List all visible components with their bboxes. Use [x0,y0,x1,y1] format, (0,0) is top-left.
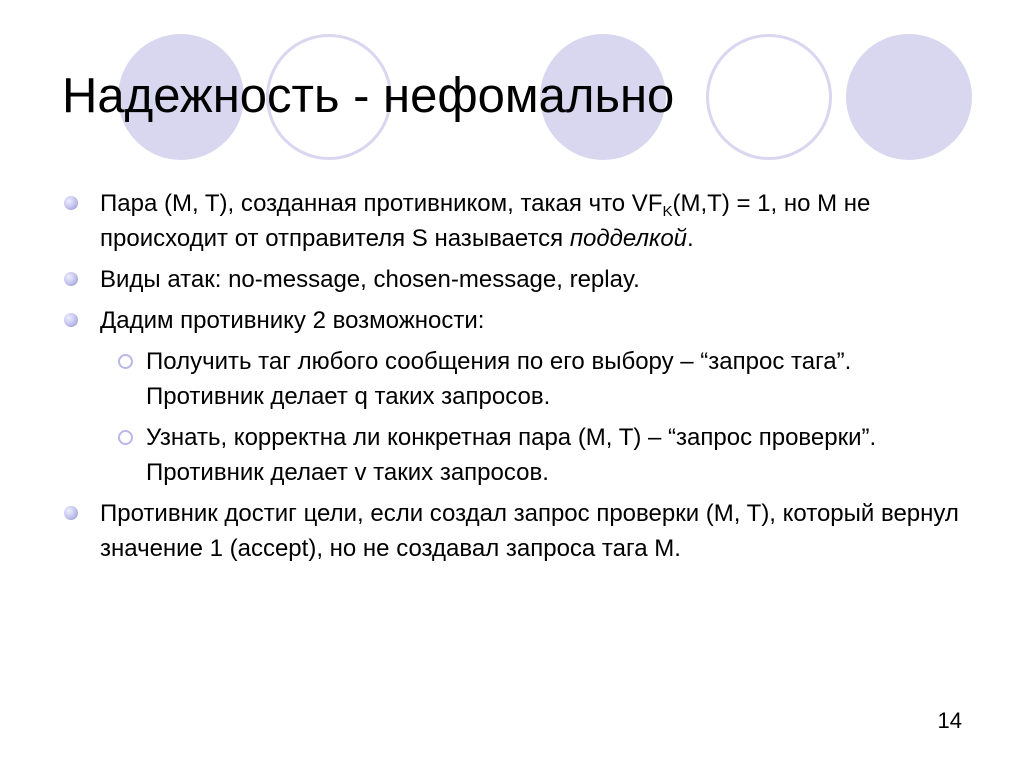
bullet-text: (M,T) = 1, но M не происходит от отправителя S называется [100,190,871,252]
circle-outline [706,34,832,160]
sub-bullet-text: Получить таг любого сообщения по его выбору – “запрос тага”. Противник делает q таких запросов. [146,348,852,410]
bullet-icon [64,272,78,286]
bullet-item [64,186,964,256]
circle-filled [846,34,972,160]
bullet-icon [64,313,78,327]
bullet-item [64,303,964,338]
page-number: 14 [937,708,962,733]
bullet-text: Дадим противнику 2 возможности: [100,307,485,334]
bullet-item [64,496,964,566]
hollow-bullet-icon [118,354,133,369]
sub-bullet-text: Узнать, корректна ли конкретная пара (M, T) – “запрос проверки”. Противник делает v таких запросов. [146,424,877,486]
bullet-text: Пара (M, T), созданная противником, такая что VF [100,190,663,217]
emphasis-text: подделкой [569,225,688,252]
bullet-text: Виды атак: no-message, chosen-message, replay. [100,266,640,293]
hollow-bullet-icon [118,430,133,445]
bullet-icon [64,196,78,210]
slide-title: Надежность - нефомально [62,69,675,123]
subscript: K [662,203,673,220]
sub-bullet-item [64,344,964,414]
bullet-icon [64,506,78,520]
bullet-text: Противник достиг цели, если создал запрос проверки (M, T), который вернул значение 1 (accept), но не создавал запроса тага M. [100,500,959,562]
bullet-item [64,262,964,297]
bullet-list [64,186,964,572]
bullet-text: . [687,225,694,252]
sub-bullet-item [64,420,964,490]
